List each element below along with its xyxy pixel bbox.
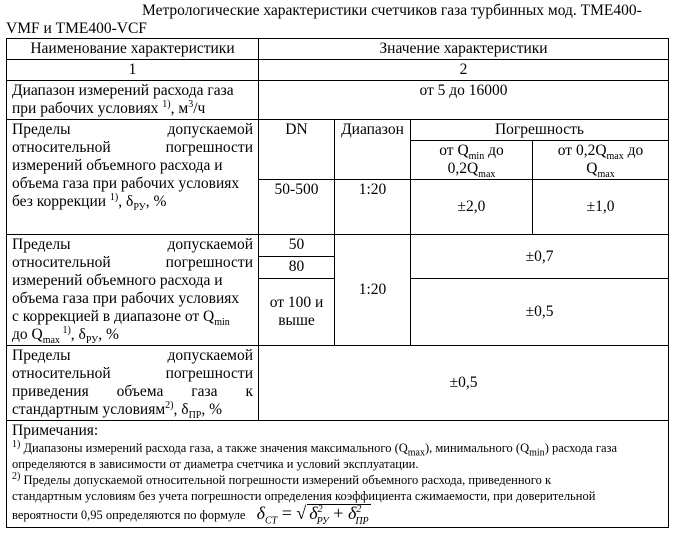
error-subheader-high: от $0,2Q_{max}$ до $Q_{max}$	[533, 141, 669, 180]
note-2: $^{2)}$ Пределы допускаемой относительной погрешности измерений объемного расхода, приведенного к стандартным условиям без учета погрешности определения коэффициента сжимаемости, при доверительной вероятности 0,95 определяются по формуле $\delta_{СТ}$ = √ $\delta^2_{РУ} + \delta^2_{ПР}$	[12, 470, 596, 527]
correction-name: Пределы допускаемой относительной погрешности измерений объемного расхода и объема газа при рабочих условиях с коррекцией в диапазоне от $Q_{min}$ до $Q_{max}$ $^{1)}$, $\delta_{РУ}$, %	[7, 235, 259, 346]
table-row-no-correction-header	[7, 120, 669, 141]
title-line-1: Метрологические характеристики счетчиков газа турбинных мод. TME400-	[142, 2, 642, 19]
formula: $\delta_{СТ}$ = √ $\delta^2_{РУ} + \delta^2_{ПР}$	[256, 503, 369, 527]
table-row-correction-dn50	[7, 235, 669, 257]
no-correction-name: Пределы допускаемой относительной погрешности измерений объемного расхода и объема газа при рабочих условиях без коррекции $^{1)}$, $\delta_{РУ}$, %	[7, 120, 259, 235]
no-correction-error-high: ±1,0	[533, 180, 669, 235]
no-correction-error-low: ±2,0	[411, 180, 533, 235]
standard-conditions-value: ±0,5	[259, 346, 669, 421]
correction-dn-80: 80	[259, 257, 335, 279]
correction-error-large-dn: ±0,5	[411, 279, 669, 346]
table-row-notes	[7, 421, 669, 528]
table-header-row	[7, 39, 669, 60]
notes-heading: Примечания:	[12, 422, 99, 439]
header-characteristic-name: Наименование характеристики	[7, 39, 259, 60]
correction-dn-50: 50	[259, 235, 335, 257]
standard-conditions-name: Пределы допускаемой относительной погрешности приведения объема газа к стандартным условиям$^{2)}$, $\delta_{ПР}$, %	[7, 346, 259, 421]
no-correction-range: 1:20	[335, 180, 411, 235]
table-column-number-row	[7, 60, 669, 81]
table-row-standard-conditions	[7, 346, 669, 421]
correction-range: 1:20	[335, 235, 411, 346]
notes-cell	[7, 421, 669, 528]
error-header: Погрешность	[411, 120, 669, 141]
column-number-2: 2	[259, 60, 669, 81]
note-1: $^{1)}$ Диапазоны измерений расхода газа, а также значения максимального $(Q_{max})$, минимального $(Q_{min})$ расхода газа определяются в зависимости от диаметра счетчика и условий эксплуатации.	[12, 438, 618, 471]
error-subheader-low: от $Q_{min}$ до $0,2Q_{max}$	[411, 141, 533, 180]
correction-error-small-dn: ±0,7	[411, 235, 669, 279]
range-header: Диапазон	[335, 120, 411, 180]
flow-range-name: Диапазон измерений расхода газа при рабочих условиях $^{1)}$, $м^3/ч$	[7, 81, 259, 120]
header-characteristic-value: Значение характеристики	[259, 39, 669, 60]
table-row-flow-range	[7, 81, 669, 120]
characteristics-table	[6, 38, 669, 528]
title-line-2: VMF и TME400-VCF	[6, 20, 147, 37]
correction-dn-100-plus: от 100 и выше	[259, 279, 335, 346]
dn-header: DN	[259, 120, 335, 180]
document-title	[6, 2, 666, 38]
flow-range-value: от 5 до 16000	[259, 81, 669, 120]
column-number-1: 1	[7, 60, 259, 81]
no-correction-dn: 50-500	[259, 180, 335, 235]
